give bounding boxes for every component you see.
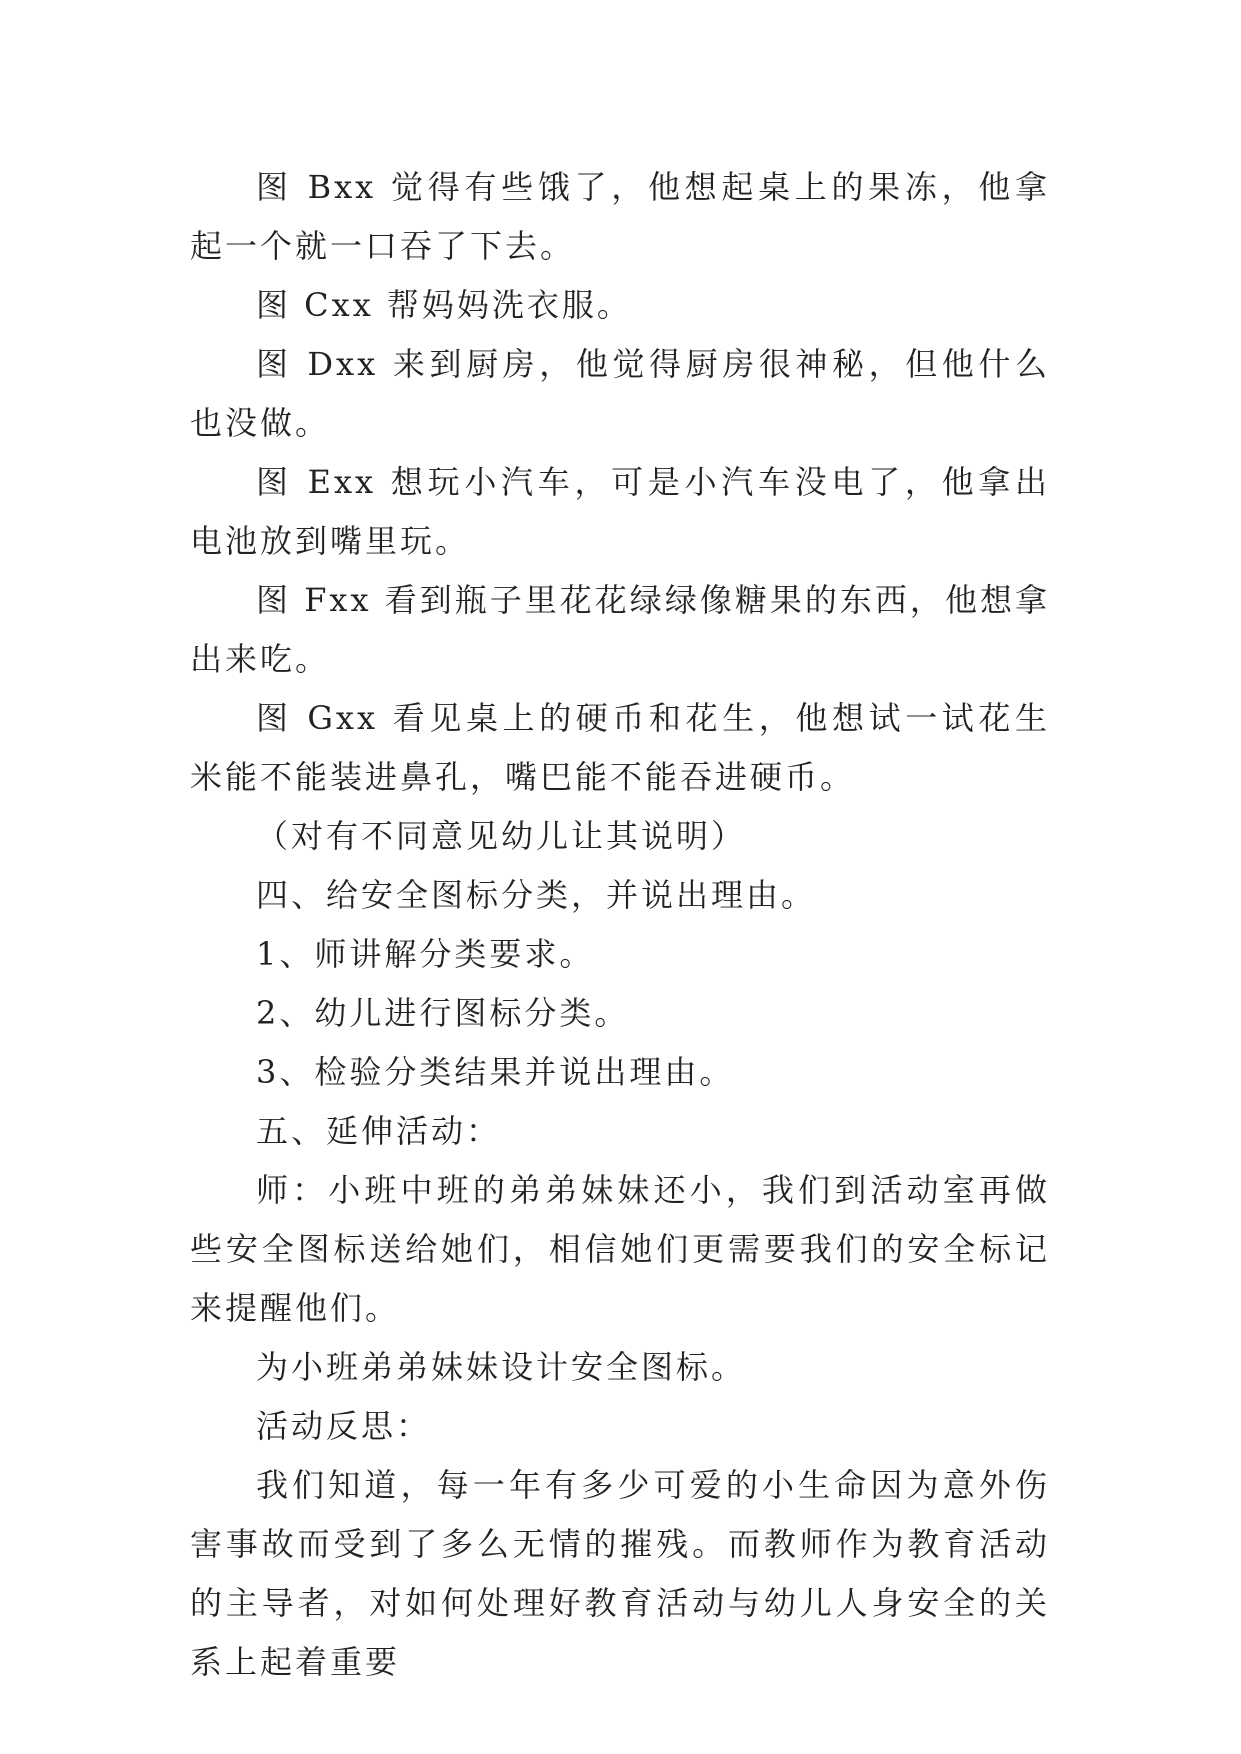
paragraph-figure-e: 图 Exx 想玩小汽车，可是小汽车没电了，他拿出电池放到嘴里玩。	[190, 463, 1050, 560]
section-heading-four: 四、给安全图标分类，并说出理由。	[256, 876, 817, 914]
document-body	[190, 158, 1050, 1692]
list-item-1: 1、师讲解分类要求。	[256, 935, 595, 973]
list-item-3: 3、检验分类结果并说出理由。	[256, 1053, 735, 1091]
paragraph-figure-c: 图 Cxx 帮妈妈洗衣服。	[256, 286, 632, 324]
paragraph-design: 为小班弟弟妹妹设计安全图标。	[256, 1348, 747, 1386]
paragraph-figure-g: 图 Gxx 看见桌上的硬币和花生，他想试一试花生米能不能装进鼻孔，嘴巴能不能吞进硬币。	[190, 699, 1050, 796]
section-heading-five: 五、延伸活动：	[256, 1112, 502, 1150]
paragraph-figure-d: 图 Dxx 来到厨房，他觉得厨房很神秘，但他什么也没做。	[190, 345, 1050, 442]
paragraph-figure-b: 图 Bxx 觉得有些饿了，他想起桌上的果冻，他拿起一个就一口吞了下去。	[190, 168, 1050, 265]
paragraph-reflection: 我们知道，每一年有多少可爱的小生命因为意外伤害事故而受到了多么无情的摧残。而教师作为教育活动的主导者，对如何处理好教育活动与幼儿人身安全的关系上起着重要	[190, 1466, 1050, 1681]
section-heading-reflection: 活动反思：	[256, 1407, 432, 1445]
paragraph-figure-f: 图 Fxx 看到瓶子里花花绿绿像糖果的东西，他想拿出来吃。	[190, 581, 1050, 678]
list-item-2: 2、幼儿进行图标分类。	[256, 994, 630, 1032]
paragraph-note: （对有不同意见幼儿让其说明）	[256, 817, 747, 855]
paragraph-teacher: 师：小班中班的弟弟妹妹还小，我们到活动室再做些安全图标送给她们，相信她们更需要我们的安全标记来提醒他们。	[190, 1171, 1050, 1327]
